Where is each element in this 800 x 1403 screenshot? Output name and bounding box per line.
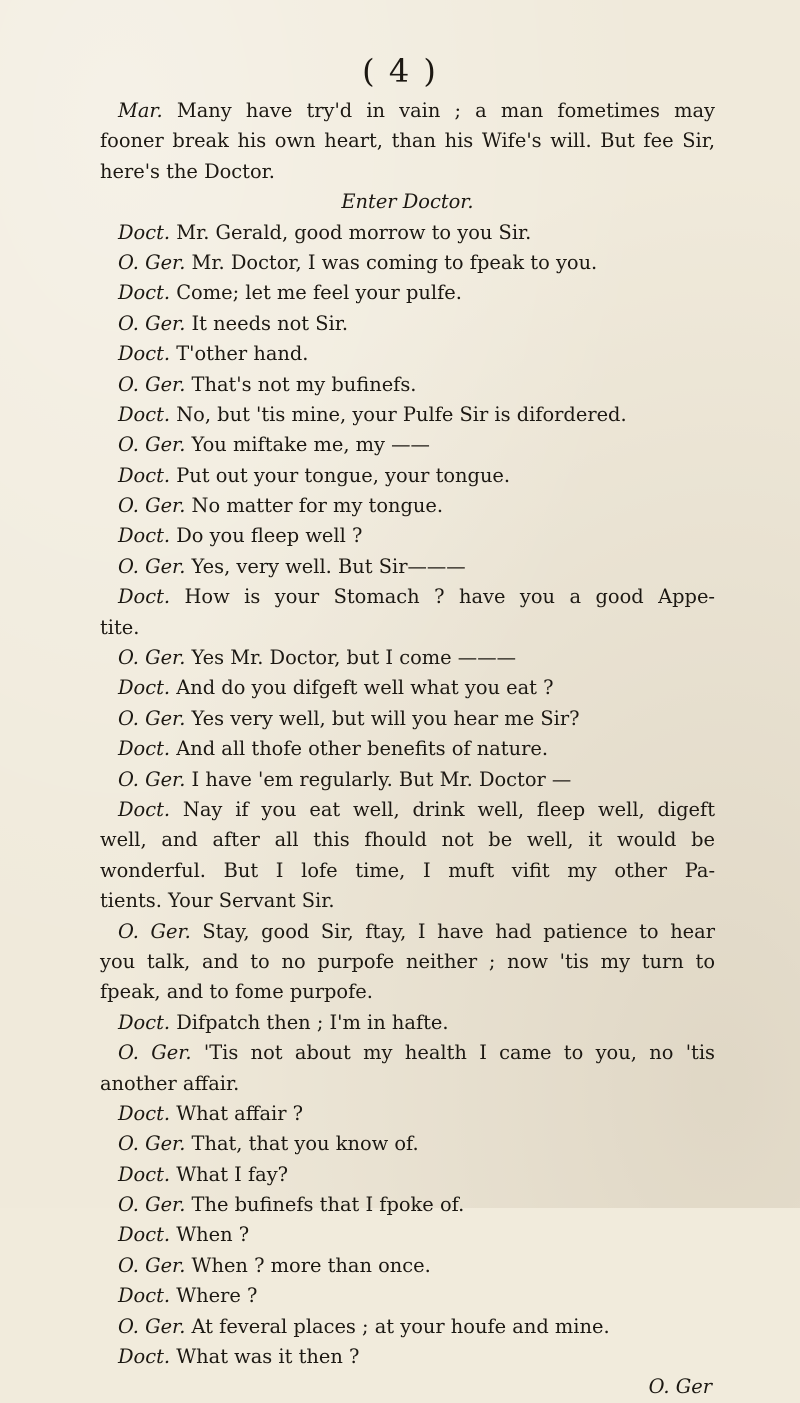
speaker-name: Doct. xyxy=(118,342,171,366)
line-text: Come; let me feel your pulfe. xyxy=(170,281,462,305)
speaker-name: O. Ger. xyxy=(118,554,186,578)
speaker-name: O. Ger. xyxy=(118,1253,186,1277)
speaker-name: Doct. xyxy=(118,524,171,548)
text-line xyxy=(100,157,715,187)
speaker-name: O. Ger. xyxy=(118,1314,186,1338)
line-text: Yes very well, but will you hear me Sir? xyxy=(185,706,580,730)
line-text: Put out your tongue, your tongue. xyxy=(170,463,511,487)
speaker-name: O. Ger. xyxy=(118,311,186,335)
line-text: And all thofe other benefits of nature. xyxy=(170,737,548,761)
line-text: tients. Your Servant Sir. xyxy=(100,889,335,913)
line-text: What I fay? xyxy=(170,1162,289,1186)
speaker-name: Mar. xyxy=(118,99,163,122)
text-line xyxy=(100,1281,715,1311)
line-text: No, but 'tis mine, your Pulfe Sir is difordered. xyxy=(170,402,627,426)
text-line xyxy=(100,643,715,673)
speaker-name: O. Ger. xyxy=(118,250,186,274)
line-text: fpeak, and to fome purpofe. xyxy=(100,980,373,1004)
catchword xyxy=(100,1372,715,1402)
text-line xyxy=(100,1038,715,1068)
text-line xyxy=(100,309,715,339)
text-line xyxy=(100,218,715,248)
line-text: That's not my bufinefs. xyxy=(185,372,417,396)
speaker-name: Doct. xyxy=(118,281,171,305)
line-text: T'other hand. xyxy=(170,342,309,366)
text-line xyxy=(100,734,715,764)
line-text: you talk, and to no purpofe neither ; now 'tis my turn to xyxy=(100,949,715,973)
text-line xyxy=(100,886,715,916)
text-line xyxy=(100,795,715,825)
line-text: I have 'em regularly. But Mr. Doctor — xyxy=(185,767,572,791)
speaker-name: Doct. xyxy=(118,1345,171,1369)
speaker-name: Doct. xyxy=(118,1284,171,1308)
line-text: Where ? xyxy=(170,1284,258,1308)
speaker-name: Doct. xyxy=(118,585,171,609)
speaker-name: O. Ger. xyxy=(118,1132,186,1156)
text-line xyxy=(100,187,715,217)
speaker-name: Doct. xyxy=(118,220,171,244)
text-line xyxy=(100,248,715,278)
text-line xyxy=(100,400,715,430)
text-line xyxy=(100,461,715,491)
text-line xyxy=(100,1251,715,1281)
speaker-name: Doct. xyxy=(118,463,171,487)
line-text: How is your Stomach ? have you a good Appe- xyxy=(170,585,715,609)
text-line xyxy=(100,521,715,551)
line-text: When ? more than once. xyxy=(185,1253,431,1277)
text-line xyxy=(100,1069,715,1099)
speaker-name: Doct. xyxy=(118,402,171,426)
line-text: And do you difgeft well what you eat ? xyxy=(170,676,554,700)
line-text: 'Tis not about my health I came to you, no 'tis xyxy=(191,1041,715,1065)
line-text: Nay if you eat well, drink well, fleep well, digeft xyxy=(170,797,715,821)
text-line xyxy=(100,917,715,947)
text-line xyxy=(100,1342,715,1372)
text-line xyxy=(100,552,715,582)
speaker-name: Doct. xyxy=(118,1101,171,1125)
speaker-name: Doct. xyxy=(118,797,171,821)
speaker-name: O. Ger. xyxy=(118,706,186,730)
speaker-name: Doct. xyxy=(118,1162,171,1186)
line-text: Do you fleep well ? xyxy=(170,524,363,548)
text-line xyxy=(100,765,715,795)
dialogue-text xyxy=(100,96,715,1403)
text-line xyxy=(100,1099,715,1129)
line-text: It needs not Sir. xyxy=(185,311,349,335)
speaker-name: O. Ger. xyxy=(118,919,191,943)
speaker-name: O. Ger. xyxy=(118,372,186,396)
line-text: here's the Doctor. xyxy=(100,159,275,183)
text-line xyxy=(100,491,715,521)
text-line xyxy=(100,1220,715,1250)
speaker-name: Doct. xyxy=(118,1223,171,1247)
page-number: ( 4 ) xyxy=(362,52,438,90)
text-line xyxy=(100,339,715,369)
text-line xyxy=(100,582,715,612)
speaker-name: O. Ger. xyxy=(118,494,186,518)
text-line xyxy=(100,1312,715,1342)
line-text: When ? xyxy=(170,1223,250,1247)
text-line xyxy=(100,856,715,886)
speaker-name: O. Ger. xyxy=(118,1193,186,1217)
line-text: Yes Mr. Doctor, but I come ——— xyxy=(185,646,516,670)
line-text: wonderful. But I lofe time, I muft vifit my other Pa- xyxy=(100,858,715,882)
text-line xyxy=(100,96,715,126)
line-text: Mr. Doctor, I was coming to fpeak to you. xyxy=(185,250,598,274)
line-text: At feveral places ; at your houfe and mine. xyxy=(185,1314,610,1338)
text-line xyxy=(100,947,715,977)
line-text: The bufinefs that I fpoke of. xyxy=(185,1193,465,1217)
speaker-name: Doct. xyxy=(118,676,171,700)
text-line xyxy=(100,1008,715,1038)
line-text: You miftake me, my —— xyxy=(185,433,430,457)
line-text: well, and after all this fhould not be well, it would be xyxy=(100,828,715,852)
speaker-name: Doct. xyxy=(118,1010,171,1034)
line-text: Enter Doctor. xyxy=(341,190,474,214)
line-text: Yes, very well. But Sir——— xyxy=(185,554,466,578)
line-text: tite. xyxy=(100,615,140,639)
text-line xyxy=(100,825,715,855)
text-line xyxy=(100,278,715,308)
speaker-name: O. Ger. xyxy=(118,433,186,457)
line-text: That, that you know of. xyxy=(185,1132,419,1156)
line-text: another affair. xyxy=(100,1071,240,1095)
text-line xyxy=(100,1160,715,1190)
line-text: fooner break his own heart, than his Wife's will. But fee Sir, xyxy=(100,129,715,153)
text-line xyxy=(100,370,715,400)
speaker-name: O. Ger. xyxy=(118,646,186,670)
speaker-name: O. Ger. xyxy=(118,1041,192,1065)
line-text: What was it then ? xyxy=(170,1345,360,1369)
text-line xyxy=(100,1129,715,1159)
line-text: Stay, good Sir, ftay, I have had patience to hear xyxy=(190,919,715,943)
line-text: No matter for my tongue. xyxy=(185,494,444,518)
text-line xyxy=(100,613,715,643)
text-line xyxy=(100,126,715,156)
line-text: What affair ? xyxy=(170,1101,304,1125)
line-text: Mr. Gerald, good morrow to you Sir. xyxy=(170,220,532,244)
text-line xyxy=(100,673,715,703)
speaker-name: O. Ger. xyxy=(118,767,186,791)
text-line xyxy=(100,704,715,734)
speaker-name: Doct. xyxy=(118,737,171,761)
text-line xyxy=(100,1190,715,1220)
line-text: Many have try'd in vain ; a man fometimes may xyxy=(162,99,715,122)
text-line xyxy=(100,977,715,1007)
text-line xyxy=(100,430,715,460)
catchword-text: O. Ger xyxy=(648,1375,712,1399)
line-text: Difpatch then ; I'm in hafte. xyxy=(170,1010,449,1034)
